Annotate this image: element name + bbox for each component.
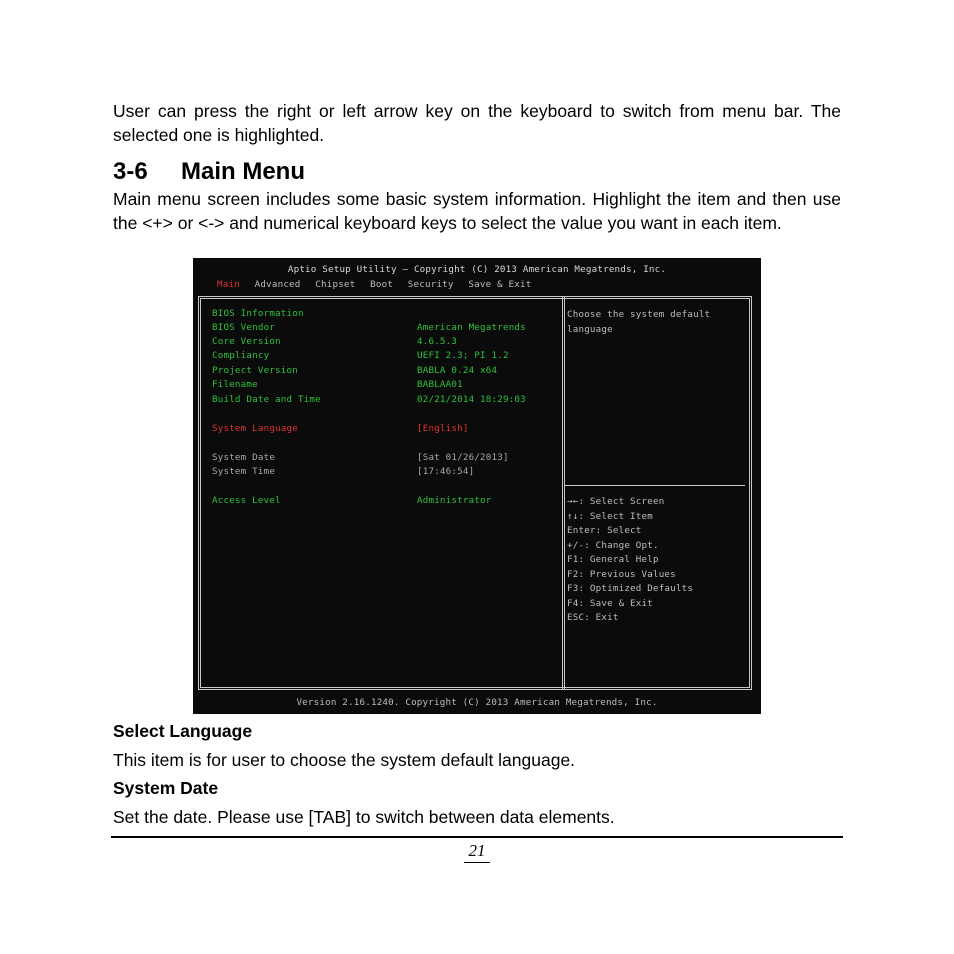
bios-item-label: System Time	[212, 466, 276, 477]
bios-divider-vertical	[562, 296, 565, 690]
bios-tab-chipset[interactable]: Chipset	[315, 279, 356, 290]
bios-screenshot	[193, 258, 761, 714]
bios-help-line: language	[567, 323, 613, 335]
bios-item-value: BABLAA01	[417, 379, 463, 390]
bios-item-value: UEFI 2.3; PI 1.2	[417, 350, 509, 361]
footer-rule	[111, 836, 843, 838]
system-date-text: Set the date. Please use [TAB] to switch between data elements.	[113, 807, 615, 827]
bios-item-value: BABLA 0.24 x64	[417, 365, 498, 376]
bios-item-value: 4.6.5.3	[417, 336, 458, 347]
bios-key-select-item: ↑↓: Select Item	[567, 510, 653, 522]
intro-paragraph: User can press the right or left arrow key on the keyboard to switch from menu bar. The selected one is highlighted.	[113, 101, 841, 145]
bios-key-f3: F3: Optimized Defaults	[567, 583, 694, 594]
system-date-heading: System Date	[113, 778, 219, 798]
bios-item-label: Access Level	[212, 495, 281, 506]
bios-item-value[interactable]: [Sat 01/26/2013]	[417, 452, 509, 463]
section-number: 3-6	[113, 158, 148, 185]
bios-item-label: Core Version	[212, 336, 281, 347]
bios-item-value[interactable]: [17:46:54]	[417, 466, 475, 477]
bios-tab-main[interactable]: Main	[217, 279, 240, 290]
bios-item-label: System Date	[212, 452, 276, 463]
bios-tab-security[interactable]: Security	[407, 279, 454, 290]
bios-item-label: System Language	[212, 423, 298, 434]
bios-item-label: Build Date and Time	[212, 394, 321, 405]
section-title: Main Menu	[181, 158, 305, 185]
bios-key-f1: F1: General Help	[567, 554, 659, 565]
section-heading	[113, 157, 305, 187]
bios-key-change-opt: +/-: Change Opt.	[567, 539, 659, 551]
bios-item-label: BIOS Vendor	[212, 322, 276, 333]
section-paragraph: Main menu screen includes some basic system information. Highlight the item and then use the <+> or <-> and numerical keyboard keys to select the value you want in each item.	[113, 189, 841, 233]
bios-tab-boot[interactable]: Boot	[370, 279, 394, 290]
select-language-heading: Select Language	[113, 721, 253, 741]
bios-key-f2: F2: Previous Values	[567, 568, 676, 580]
bios-menu-bar	[217, 279, 540, 290]
bios-key-enter: Enter: Select	[567, 525, 642, 536]
bios-help-text	[567, 308, 710, 337]
bios-divider-horizontal	[565, 485, 745, 486]
bios-item-label: Filename	[212, 379, 258, 390]
bios-item-value: American Megatrends	[417, 322, 526, 333]
bios-key-select-screen: →←: Select Screen	[567, 496, 665, 507]
bios-item-label: BIOS Information	[212, 308, 304, 319]
bios-tab-advanced[interactable]: Advanced	[254, 279, 301, 290]
bios-help-line: Choose the system default	[567, 309, 711, 320]
bios-key-legend	[567, 495, 693, 626]
bios-footer: Version 2.16.1240. Copyright (C) 2013 American Megatrends, Inc.	[296, 697, 658, 708]
bios-key-esc: ESC: Exit	[567, 612, 619, 623]
bios-item-label: Project Version	[212, 365, 298, 376]
select-language-text: This item is for user to choose the system default language.	[113, 750, 576, 770]
bios-item-value[interactable]: [English]	[417, 423, 469, 434]
page-number: 21	[464, 840, 490, 863]
bios-tab-save-exit[interactable]: Save & Exit	[468, 279, 532, 290]
bios-key-f4: F4: Save & Exit	[567, 597, 653, 609]
bios-item-value: Administrator	[417, 495, 492, 506]
bios-item-value: 02/21/2014 18:29:03	[417, 394, 526, 405]
bios-header: Aptio Setup Utility – Copyright (C) 2013 American Megatrends, Inc.	[287, 264, 667, 275]
bios-item-label: Compliancy	[212, 350, 270, 361]
